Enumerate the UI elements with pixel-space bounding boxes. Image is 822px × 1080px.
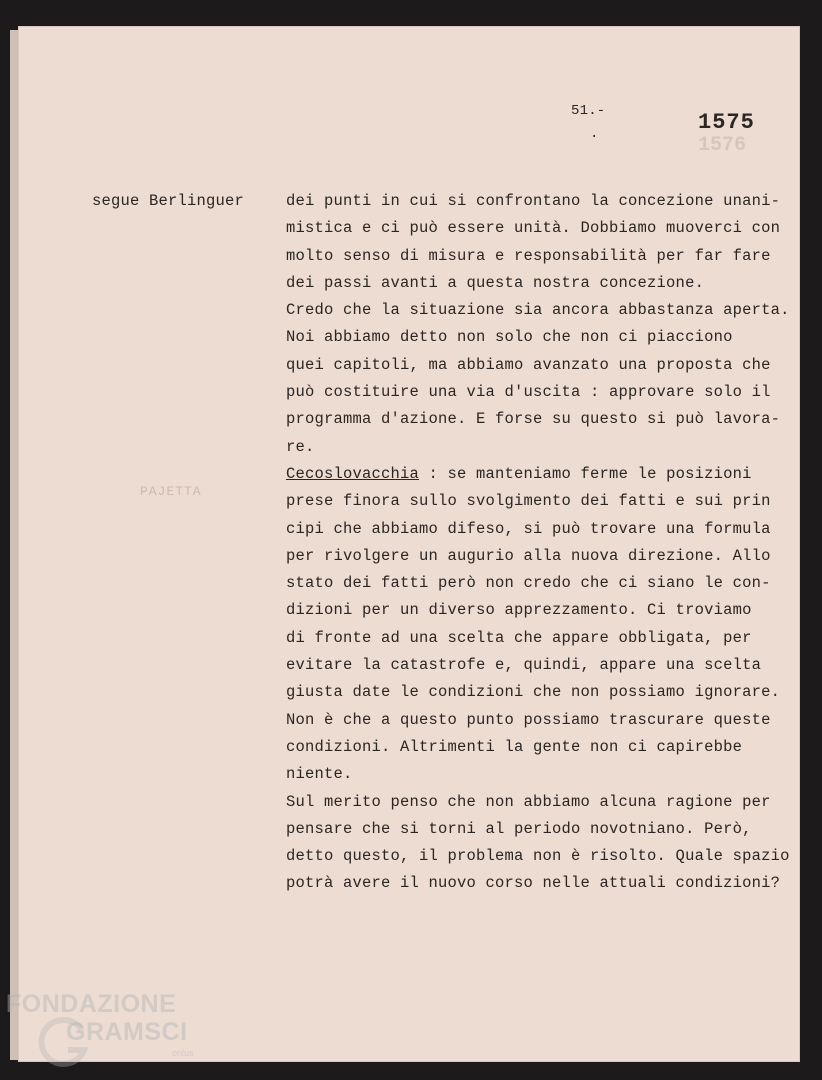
text-line: mistica e ci può essere unità. Dobbiamo muoverci con: [286, 219, 781, 238]
fondazione-gramsci-watermark: [6, 990, 206, 1070]
watermark-line1: FONDAZIONE: [6, 990, 177, 1018]
text-line: può costituire una via d'uscita : approvare solo il: [286, 383, 771, 402]
text-line: quei capitoli, ma abbiamo avanzato una proposta che: [286, 355, 771, 374]
document-page: [18, 26, 800, 1062]
typed-body-text: [286, 188, 796, 898]
text-line: Noi abbiamo detto non solo che non ci piacciono: [286, 328, 733, 347]
watermark-line2: GRAMSCI: [66, 1018, 188, 1046]
text-line: giusta date le condizioni che non possiamo ignorare.: [286, 683, 781, 702]
text-line: programma d'azione. E forse su questo si può lavora-: [286, 410, 781, 429]
text-line: molto senso di misura e responsabilità per far fare: [286, 246, 771, 265]
underlined-topic: Cecoslovacchia: [286, 464, 420, 483]
page-dot: .: [590, 126, 599, 142]
page-number: 51.-: [571, 103, 606, 119]
text-line: Sul merito penso che non abbiamo alcuna ragione per: [286, 792, 771, 811]
text-line: re.: [286, 437, 315, 456]
bleed-through-number: 1576: [698, 134, 747, 157]
speaker-label: segue Berlinguer: [92, 192, 245, 210]
text-line: stato dei fatti però non credo che ci siano le con-: [286, 574, 771, 593]
text-line: potrà avere il nuovo corso nelle attuali condizioni?: [286, 874, 781, 893]
text-line: di fronte ad una scelta che appare obbligata, per: [286, 628, 752, 647]
text-line: condizioni. Altrimenti la gente non ci capirebbe: [286, 737, 743, 756]
text-line-with-heading: [286, 461, 796, 488]
text-line: evitare la catastrofe e, quindi, appare una scelta: [286, 656, 762, 675]
text-line: pensare che si torni al periodo novotniano. Però,: [286, 819, 752, 838]
text-line: dizioni per un diverso apprezzamento. Ci troviamo: [286, 601, 752, 620]
text-line: prese finora sullo svolgimento dei fatti e sui prin: [286, 492, 771, 511]
text-line: cipi che abbiamo difeso, si può trovare una formula: [286, 519, 771, 538]
text-line: niente.: [286, 765, 353, 784]
text-line: Credo che la situazione sia ancora abbastanza aperta.: [286, 301, 790, 320]
text-line: detto questo, il problema non è risolto. Quale spazio: [286, 847, 790, 866]
text-line: per rivolgere un augurio alla nuova direzione. Allo: [286, 546, 771, 565]
document-number: 1575: [698, 110, 755, 135]
text-line: dei passi avanti a questa nostra concezione.: [286, 273, 705, 292]
text-line: Non è che a questo punto possiamo trascurare queste: [286, 710, 771, 729]
bleed-through-label: PAJETTA: [140, 484, 202, 499]
watermark-suffix: onlus: [172, 1048, 194, 1058]
text-line: dei punti in cui si confrontano la concezione unani-: [286, 192, 781, 210]
text-fragment: : se manteniamo ferme le posizioni: [419, 464, 752, 483]
